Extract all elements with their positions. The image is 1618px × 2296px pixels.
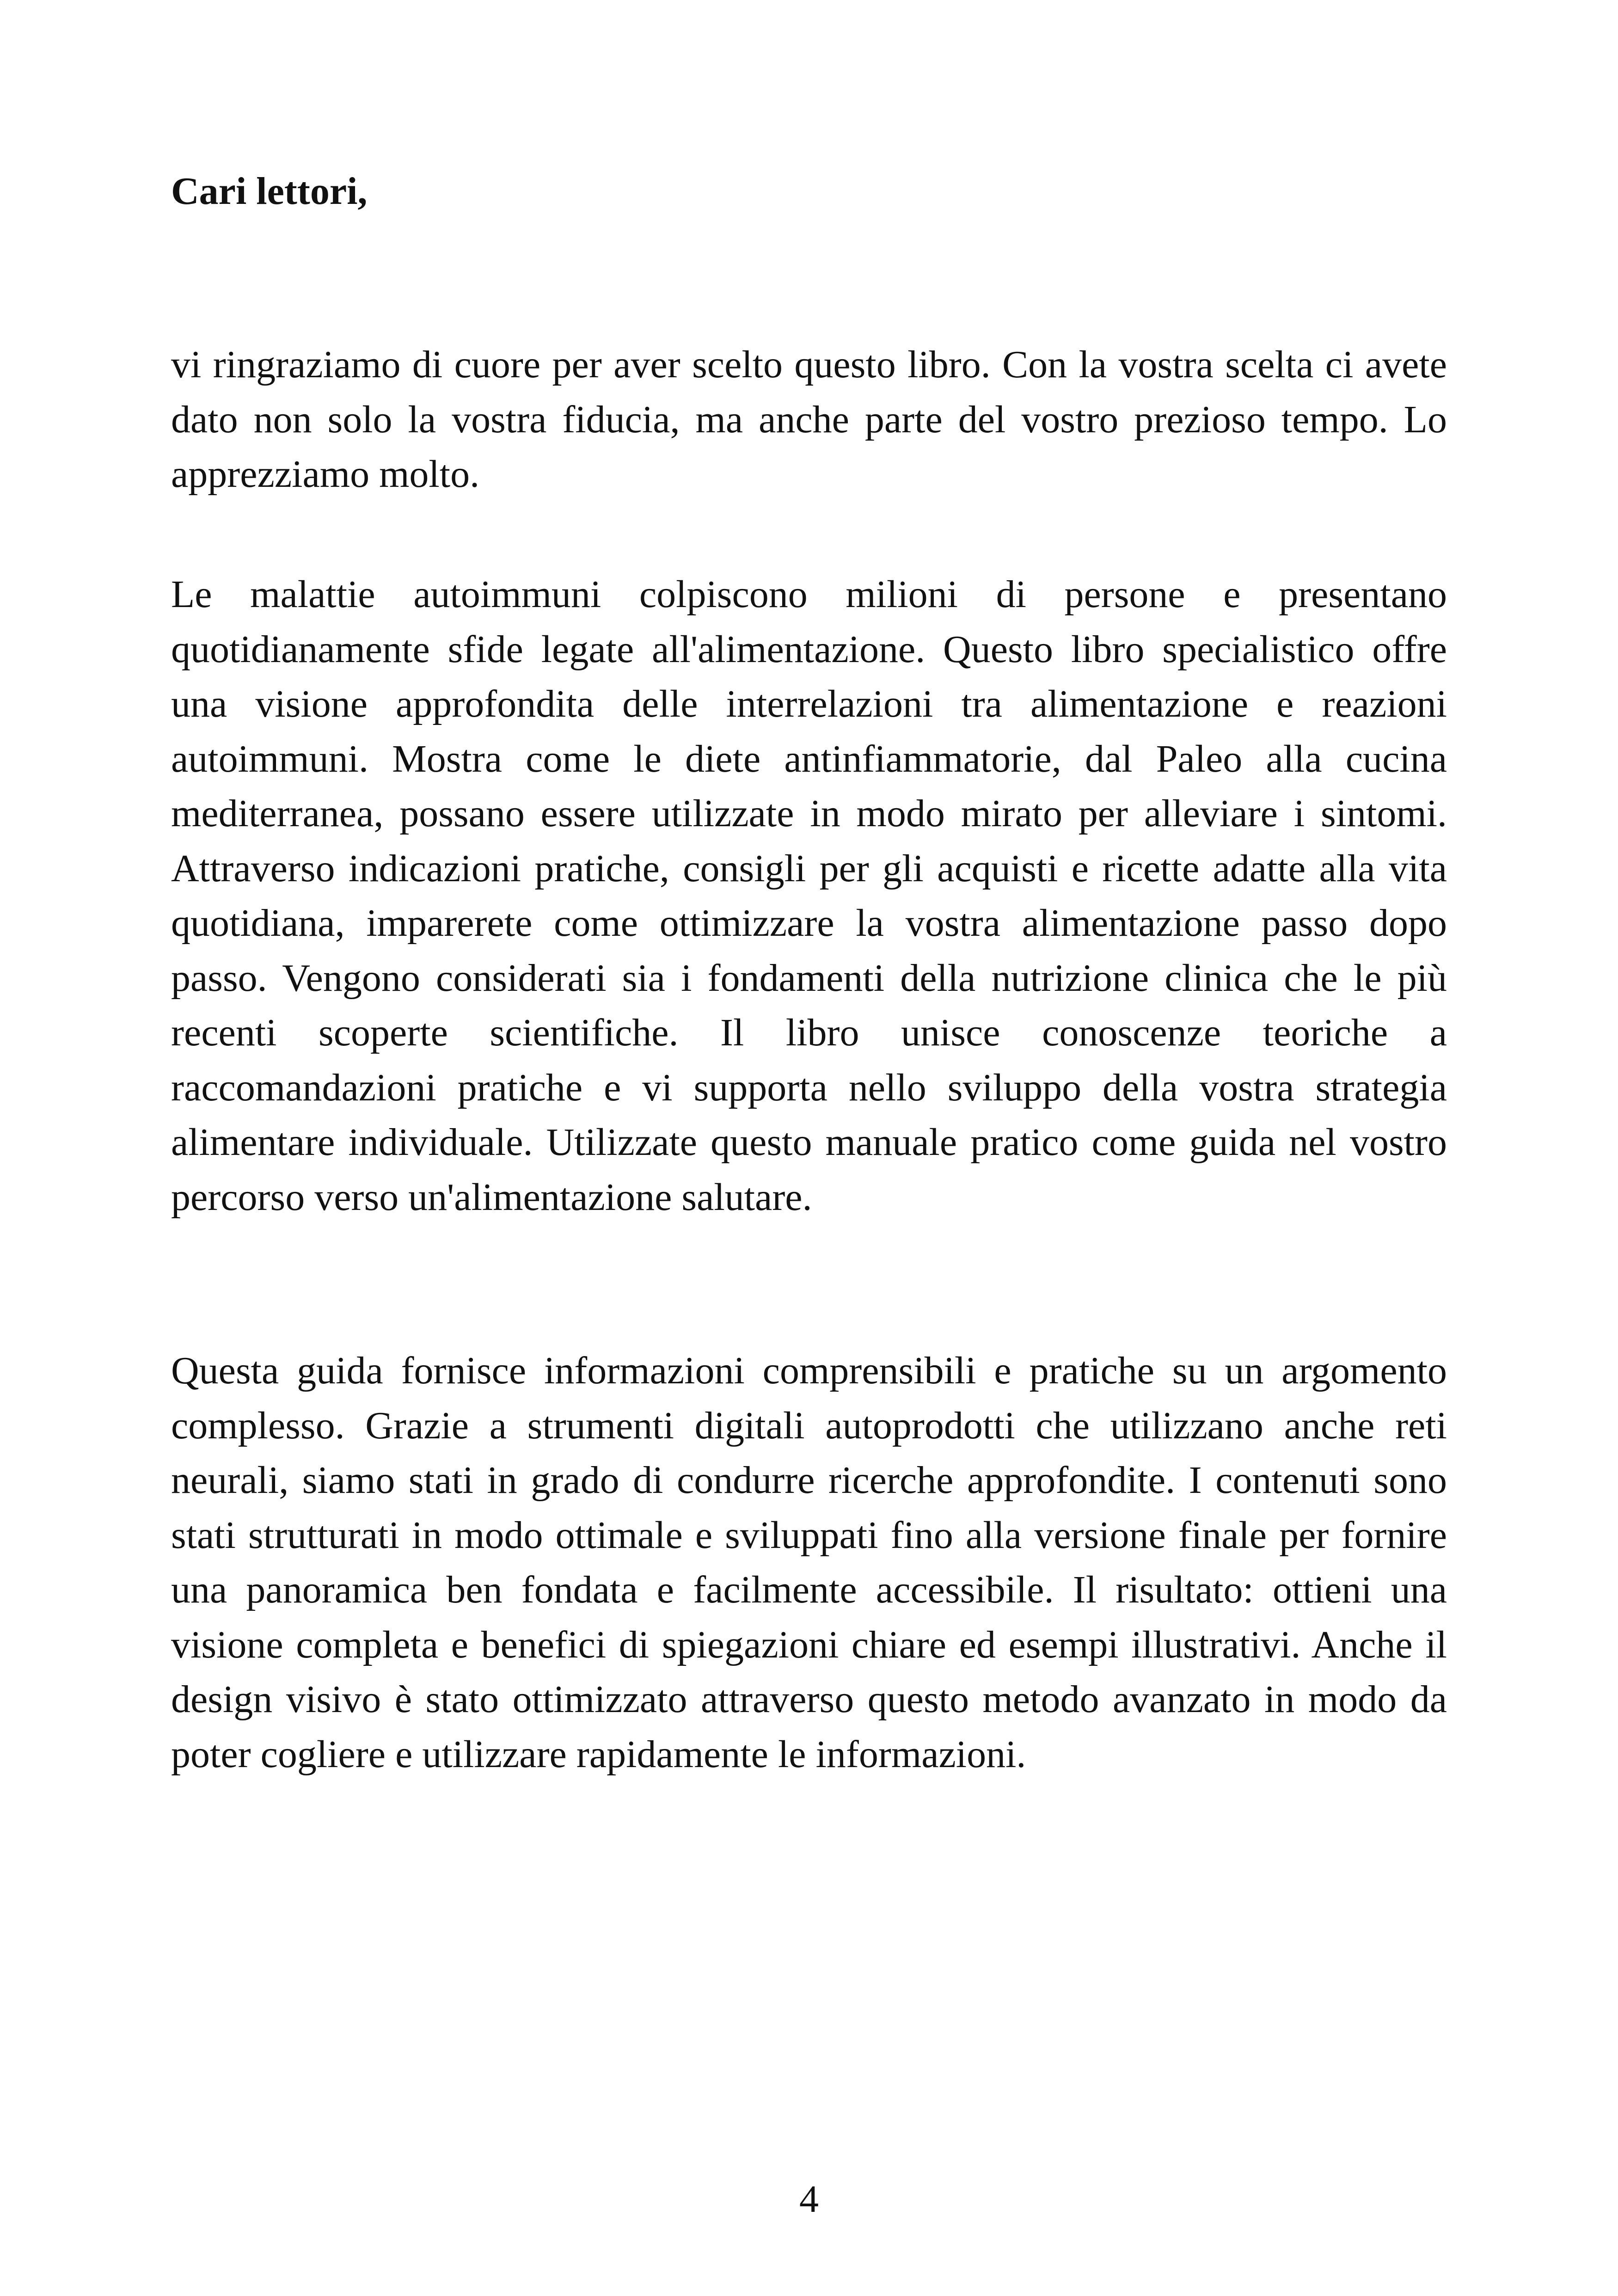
paragraph-guide-method: Questa guida fornisce informazioni comprensibili e pratiche su un argomento complesso. Grazie a strumenti digitali autoprodotti che utilizzano anche reti neurali, siamo stati in grado di condurre ricerche approfondite. I contenuti sono stati strutturati in modo ottimale e sviluppati fino alla versione finale per fornire una panoramica ben fondata e facilmente accessibile. Il risultato: ottieni una visione completa e benefici di spiegazioni chiare ed esempi illustrativi. Anche il design visivo è stato ottimizzato attraverso questo metodo avanzato in modo da poter cogliere e utilizzare rapidamente le informazioni. [171, 1349, 1447, 1776]
salutation-heading: Cari lettori, [171, 170, 368, 213]
page-number: 4 [799, 2178, 819, 2221]
paragraph-thanks: vi ringraziamo di cuore per aver scelto questo libro. Con la vostra scelta ci avete dato non solo la vostra fiducia, ma anche parte del vostro prezioso tempo. Lo apprezziamo molto. [171, 343, 1447, 496]
paragraph-book-overview: Le malattie autoimmuni colpiscono milioni di persone e presentano quotidianamente sfide legate all'alimentazione. Questo libro specialistico offre una visione approfondita delle interrelazioni tra alimentazione e reazioni autoimmuni. Mostra come le diete antinfiammatorie, dal Paleo alla cucina mediterranea, possano essere utilizzate in modo mirato per alleviare i sintomi. Attraverso indicazioni pratiche, consigli per gli acquisti e ricette adatte alla vita quotidiana, imparerete come ottimizzare la vostra alimentazione passo dopo passo. Vengono considerati sia i fondamenti della nutrizione clinica che le più recenti scoperte scientifiche. Il libro unisce conoscenze teoriche a raccomandazioni pratiche e vi supporta nello sviluppo della vostra strategia alimentare individuale. Utilizzate questo manuale pratico come guida nel vostro percorso verso un'alimentazione salutare. [171, 573, 1447, 1219]
